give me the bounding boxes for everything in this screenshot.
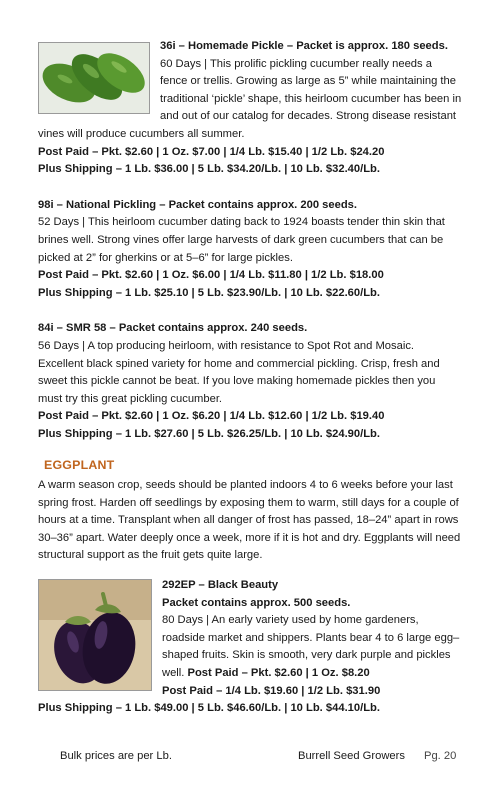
product-description: 60 Days | This prolific pickling cucumber really needs a fence or trellis. Growing as large as 5” while maintaining the traditional ‘pickle’ shape, this heirloom cucumber has been in and out of our catalog for decades. Strong disease resistant vines will produce cucumbers all summer. <box>38 57 462 140</box>
plus-shipping-prices: Plus Shipping – 1 Lb. $49.00 | 5 Lb. $46.60/Lb. | 10 Lb. $44.10/Lb. <box>38 702 380 715</box>
post-paid-prices-bulk: Post Paid – 1/4 Lb. $19.60 | 1/2 Lb. $31.90 <box>162 684 381 697</box>
post-paid-prices: Post Paid – Pkt. $2.60 | 1 Oz. $8.20 <box>187 667 370 679</box>
post-paid-prices: Post Paid – Pkt. $2.60 | 1 Oz. $6.20 | 1/4 Lb. $12.60 | 1/2 Lb. $19.40 <box>38 410 385 423</box>
plus-shipping-prices: Plus Shipping – 1 Lb. $36.00 | 5 Lb. $34.20/Lb. | 10 Lb. $32.40/Lb. <box>38 163 380 176</box>
product-description: 52 Days | This heirloom cucumber dating back to 1924 boasts tender thin skin that brines well. Strong vines offer large harvests of dark green cucumbers that can be picked at 2” for gherkins or at 5–6” for large pickles. <box>38 216 445 264</box>
page-number: Pg. 20 <box>424 750 457 762</box>
product-title: 98i – National Pickling – Packet contains approx. 200 seeds. <box>38 198 357 211</box>
product-title: 36i – Homemade Pickle – Packet is approx. 180 seeds. <box>160 40 448 52</box>
product-description-text: 80 Days | An early variety used by home gardeners, roadside market and shippers. Plants bear 4 to 6 large egg–shaped fruits. Skin is smooth, very dark purple and pickles well. <box>162 614 460 679</box>
product-entry-black-beauty <box>38 577 462 718</box>
catalog-page <box>38 38 462 718</box>
product-title: 292EP – Black Beauty <box>162 579 279 592</box>
section-heading-eggplant: EGGPLANT <box>44 458 115 473</box>
plus-shipping-prices: Plus Shipping – 1 Lb. $27.60 | 5 Lb. $26.25/Lb. | 10 Lb. $24.90/Lb. <box>38 427 380 440</box>
plus-shipping-prices: Plus Shipping – 1 Lb. $25.10 | 5 Lb. $23.90/Lb. | 10 Lb. $22.60/Lb. <box>38 286 380 299</box>
company-name: Burrell Seed Growers <box>298 750 405 762</box>
eggplant-intro: A warm season crop, seeds should be planted indoors 4 to 6 weeks before your last spring frost. Harden off seedlings by exposing them to warm, still days for a couple of hours at a time. Transplant when all danger of frost has passed, 18–24” apart in rows 30–36” apart. Water deeply once a week, more if it is hot and dry. Eggplants will need structural support as the fruit gets quite large. <box>38 479 461 562</box>
eggplant-photo <box>38 579 152 691</box>
post-paid-prices: Post Paid – Pkt. $2.60 | 1 Oz. $6.00 | 1/4 Lb. $11.80 | 1/2 Lb. $18.00 <box>38 269 384 282</box>
cucumber-photo <box>38 42 150 114</box>
post-paid-prices: Post Paid – Pkt. $2.60 | 1 Oz. $7.00 | 1/4 Lb. $15.40 | 1/2 Lb. $24.20 <box>38 145 385 158</box>
packet-size: Packet contains approx. 500 seeds. <box>162 596 351 609</box>
bulk-note: Bulk prices are per Lb. <box>60 750 172 762</box>
product-description: 56 Days | A top producing heirloom, with resistance to Spot Rot and Mosaic. Excellent black spined variety for home and commercial pickling. Crisp, fresh and sweet this pickle cannot be beat. If you love making homemade pickles then you must try this great pickling cucumber. <box>38 339 440 405</box>
product-entry-national-pickling <box>38 197 462 303</box>
product-entry-homemade-pickle <box>38 38 462 179</box>
product-title: 84i – SMR 58 – Packet contains approx. 240 seeds. <box>38 322 308 335</box>
product-entry-smr-58 <box>38 320 462 443</box>
